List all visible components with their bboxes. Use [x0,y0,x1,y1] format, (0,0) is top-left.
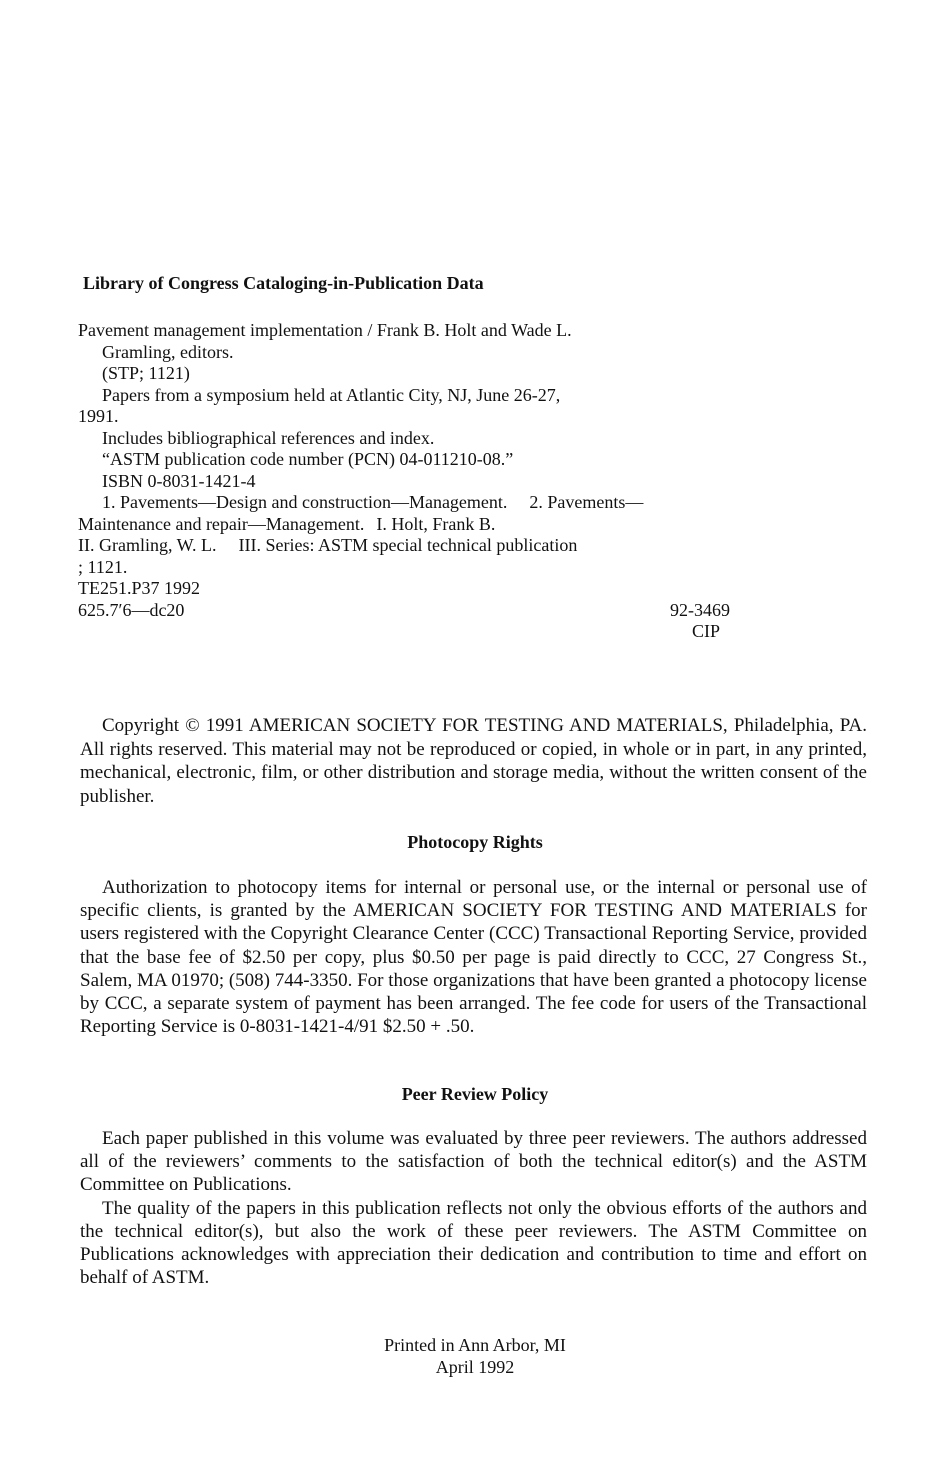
cip-lccn: 92-3469 [670,599,730,620]
peer-review-paragraph-1: Each paper published in this volume was evaluated by three peer reviewers. The authors addressed all of the reviewers’ comments to the satisfaction of both the technical editor(s) and the ASTM Committee on Publications. [80,1128,867,1196]
imprint-location: Printed in Ann Arbor, MI [384,1335,566,1355]
cip-heading: Library of Congress Cataloging-in-Publication Data [83,273,484,293]
cip-record [78,320,858,643]
cip-symposium-year: 1991. [78,406,119,426]
cip-bibliography-note: Includes bibliographical references and index. [102,427,435,448]
cip-subject-2: 2. Pavements— [529,492,644,512]
cip-title-line: Pavement management implementation / Frank B. Holt and Wade L. [78,320,572,340]
cip-dewey-number: 625.7′6—dc20 [78,599,185,620]
peer-review-text [80,1127,867,1289]
cip-subjects-continuation [78,514,858,536]
cip-added-entry-2: II. Gramling, W. L. [78,535,217,555]
imprint [0,1334,950,1378]
cip-symposium-note: Papers from a symposium held at Atlantic City, NJ, June 26-27, [102,384,561,405]
cip-call-number: TE251.P37 1992 [78,578,201,598]
copyright-notice: Copyright © 1991 AMERICAN SOCIETY FOR TESTING AND MATERIALS, Philadelphia, PA. All rights reserved. This material may not be reproduced or copied, in whole or in part, in any printed, mechanical, electronic, film, or other distribution and storage media, without the written consent of the publisher. [80,715,867,807]
cip-subjects-line [78,492,858,514]
photocopy-rights-paragraph: Authorization to photocopy items for internal or personal use, or the internal or personal use of specific clients, is granted by the AMERICAN SOCIETY FOR TESTING AND MATERIALS for users registered with the Copyright Clearance Center (CCC) Transactional Reporting Service, provided that the base fee of $2.50 per copy, plus $0.50 per page is paid directly to CCC, 27 Congress St., Salem, MA 01970; (508) 744-3350. For those organizations that have been granted a photocopy license by CCC, a separate system of payment has been arranged. The fee code for users of the Transactional Reporting Service is 0-8031-1421-4/91 $2.50 + .50. [80,877,867,1038]
imprint-date: April 1992 [435,1357,515,1377]
cip-label: CIP [692,621,721,641]
cip-classification-line [78,600,858,622]
cip-series-number: ; 1121. [78,556,128,577]
peer-review-heading: Peer Review Policy [401,1084,549,1104]
cip-added-entry-3: III. Series: ASTM special technical publication [238,535,578,555]
cip-title-continuation: Gramling, editors. [102,341,234,362]
cip-subject-1: 1. Pavements—Design and construction—Management. [102,492,508,512]
cip-pcn-note: “ASTM publication code number (PCN) 04-011210-08.” [102,449,514,469]
photocopy-rights-heading: Photocopy Rights [407,832,543,852]
cip-label-line [78,621,858,643]
cip-subject-2-continuation: Maintenance and repair—Management. [78,513,365,534]
peer-review-paragraph-2: The quality of the papers in this publication reflects not only the obvious efforts of the authors and the technical editor(s), but also the work of these peer reviewers. The ASTM Committee on Publications acknowledges with appreciation their dedication and contribution to time and effort on behalf of ASTM. [80,1197,867,1289]
cip-added-entry-1: I. Holt, Frank B. [376,513,496,534]
cip-series-note: (STP; 1121) [102,363,190,383]
cip-added-entries-line [78,535,858,557]
photocopy-rights-text [80,876,867,1038]
cip-isbn: ISBN 0-8031-1421-4 [102,470,256,491]
